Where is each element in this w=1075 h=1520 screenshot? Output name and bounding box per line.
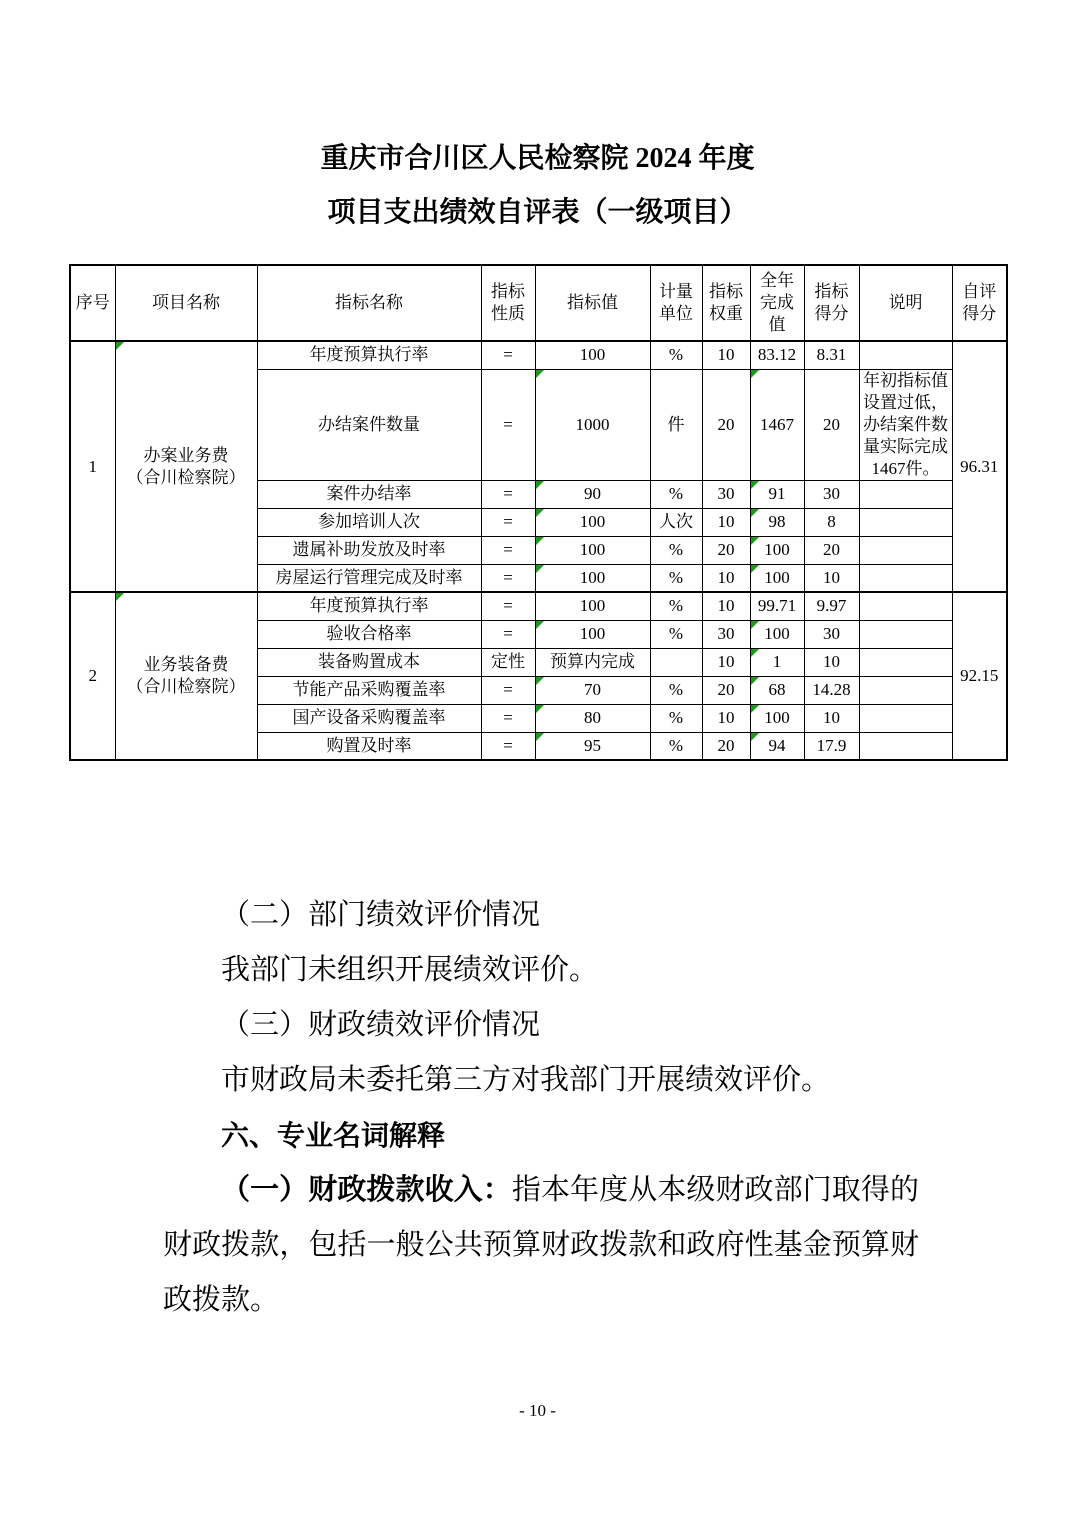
indicator-name-cell: 案件办结率 <box>257 480 481 508</box>
note-cell <box>859 676 952 704</box>
excel-marker-icon <box>536 509 544 517</box>
score-cell: 8.31 <box>804 341 859 369</box>
score-cell: 10 <box>804 564 859 592</box>
target-value-cell: 100 <box>535 536 650 564</box>
indicator-nature-cell: = <box>481 508 535 536</box>
score-cell: 14.28 <box>804 676 859 704</box>
note-cell: 年初指标值设置过低，办结案件数量实际完成1467件。 <box>859 369 952 480</box>
indicator-name-cell: 国产设备采购覆盖率 <box>257 704 481 732</box>
indicator-name-cell: 参加培训人次 <box>257 508 481 536</box>
project-name-cell: 办案业务费 （合川检察院） <box>115 341 257 592</box>
doc-title-line1: 重庆市合川区人民检察院 2024 年度 <box>320 143 755 174</box>
weight-cell: 10 <box>702 341 750 369</box>
target-value-cell: 100 <box>535 564 650 592</box>
weight-cell: 10 <box>702 648 750 676</box>
unit-cell: 件 <box>650 369 702 480</box>
target-value-cell: 70 <box>535 676 650 704</box>
score-cell: 8 <box>804 508 859 536</box>
table-body <box>70 341 1007 760</box>
column-header: 说明 <box>859 265 952 341</box>
weight-cell: 20 <box>702 536 750 564</box>
actual-value-cell: 83.12 <box>750 341 804 369</box>
unit-cell: % <box>650 676 702 704</box>
indicator-name-cell: 房屋运行管理完成及时率 <box>257 564 481 592</box>
weight-cell: 10 <box>702 592 750 620</box>
excel-marker-icon <box>751 705 759 713</box>
column-header: 全年完成值 <box>750 265 804 341</box>
actual-value-cell: 100 <box>750 564 804 592</box>
column-header: 项目名称 <box>115 265 257 341</box>
target-value-cell: 100 <box>535 620 650 648</box>
table-header-row <box>70 265 1007 341</box>
excel-marker-icon <box>536 733 544 741</box>
score-cell: 10 <box>804 648 859 676</box>
section-body: 市财政局未委托第三方对我部门开展绩效评价。 <box>221 1064 831 1096</box>
excel-marker-icon <box>751 509 759 517</box>
actual-value-cell: 1467 <box>750 369 804 480</box>
table-row <box>70 592 1007 620</box>
indicator-name-cell: 年度预算执行率 <box>257 592 481 620</box>
indicator-nature-cell: = <box>481 620 535 648</box>
column-header: 计量单位 <box>650 265 702 341</box>
target-value-cell: 100 <box>535 508 650 536</box>
indicator-name-cell: 装备购置成本 <box>257 648 481 676</box>
actual-value-cell: 100 <box>750 704 804 732</box>
indicator-nature-cell: = <box>481 369 535 480</box>
table-row <box>70 341 1007 369</box>
weight-cell: 10 <box>702 564 750 592</box>
indicator-name-cell: 节能产品采购覆盖率 <box>257 676 481 704</box>
actual-value-cell: 98 <box>750 508 804 536</box>
page-number: - 10 - <box>519 1401 556 1420</box>
excel-marker-icon <box>116 593 124 601</box>
target-value-cell: 预算内完成 <box>535 648 650 676</box>
weight-cell: 20 <box>702 732 750 760</box>
score-cell: 9.97 <box>804 592 859 620</box>
unit-cell: % <box>650 480 702 508</box>
target-value-cell: 100 <box>535 592 650 620</box>
unit-cell <box>650 648 702 676</box>
unit-cell: % <box>650 536 702 564</box>
indicator-nature-cell: = <box>481 676 535 704</box>
target-value-cell: 90 <box>535 480 650 508</box>
actual-value-cell: 100 <box>750 536 804 564</box>
section-body: 我部门未组织开展绩效评价。 <box>221 954 599 986</box>
column-header: 指标值 <box>535 265 650 341</box>
note-cell <box>859 732 952 760</box>
indicator-nature-cell: = <box>481 480 535 508</box>
indicator-nature-cell: = <box>481 536 535 564</box>
excel-marker-icon <box>536 621 544 629</box>
actual-value-cell: 94 <box>750 732 804 760</box>
actual-value-cell: 99.71 <box>750 592 804 620</box>
excel-marker-icon <box>536 537 544 545</box>
excel-marker-icon <box>536 370 544 378</box>
excel-marker-icon <box>751 565 759 573</box>
column-header: 指标权重 <box>702 265 750 341</box>
note-cell <box>859 341 952 369</box>
unit-cell: % <box>650 704 702 732</box>
section-sub-heading: （三）财政绩效评价情况 <box>221 1009 541 1041</box>
indicator-name-cell: 遗属补助发放及时率 <box>257 536 481 564</box>
score-cell: 20 <box>804 536 859 564</box>
weight-cell: 10 <box>702 508 750 536</box>
unit-cell: % <box>650 732 702 760</box>
doc-title-line2: 项目支出绩效自评表（一级项目） <box>327 197 748 228</box>
unit-cell: % <box>650 564 702 592</box>
section-main-heading: 六、专业名词解释 <box>221 1120 446 1151</box>
excel-marker-icon <box>751 537 759 545</box>
excel-marker-icon <box>751 621 759 629</box>
section-sub-heading: （二）部门绩效评价情况 <box>221 899 541 931</box>
note-cell <box>859 508 952 536</box>
indicator-nature-cell: = <box>481 704 535 732</box>
excel-marker-icon <box>751 649 759 657</box>
text-sections <box>163 888 919 1328</box>
weight-cell: 30 <box>702 480 750 508</box>
weight-cell: 20 <box>702 369 750 480</box>
excel-marker-icon <box>751 481 759 489</box>
unit-cell: % <box>650 341 702 369</box>
indicator-nature-cell: = <box>481 592 535 620</box>
actual-value-cell: 100 <box>750 620 804 648</box>
note-cell <box>859 648 952 676</box>
target-value-cell: 80 <box>535 704 650 732</box>
self-score-cell: 96.31 <box>952 341 1007 592</box>
note-cell <box>859 620 952 648</box>
indicator-name-cell: 办结案件数量 <box>257 369 481 480</box>
indicator-name-cell: 购置及时率 <box>257 732 481 760</box>
seq-cell: 1 <box>70 341 115 592</box>
indicator-name-cell: 验收合格率 <box>257 620 481 648</box>
project-name-cell: 业务装备费 （合川检察院） <box>115 592 257 760</box>
indicator-name-cell: 年度预算执行率 <box>257 341 481 369</box>
indicator-nature-cell: 定性 <box>481 648 535 676</box>
seq-cell: 2 <box>70 592 115 760</box>
target-value-cell: 95 <box>535 732 650 760</box>
score-cell: 30 <box>804 620 859 648</box>
excel-marker-icon <box>116 342 124 350</box>
column-header: 序号 <box>70 265 115 341</box>
indicator-nature-cell: = <box>481 732 535 760</box>
score-cell: 17.9 <box>804 732 859 760</box>
actual-value-cell: 1 <box>750 648 804 676</box>
actual-value-cell: 91 <box>750 480 804 508</box>
note-cell <box>859 592 952 620</box>
excel-marker-icon <box>751 370 759 378</box>
unit-cell: 人次 <box>650 508 702 536</box>
self-score-cell: 92.15 <box>952 592 1007 760</box>
weight-cell: 20 <box>702 676 750 704</box>
weight-cell: 10 <box>702 704 750 732</box>
excel-marker-icon <box>536 565 544 573</box>
note-cell <box>859 536 952 564</box>
column-header: 自评得分 <box>952 265 1007 341</box>
excel-marker-icon <box>536 481 544 489</box>
excel-marker-icon <box>751 733 759 741</box>
column-header: 指标性质 <box>481 265 535 341</box>
target-value-cell: 100 <box>535 341 650 369</box>
score-cell: 20 <box>804 369 859 480</box>
excel-marker-icon <box>536 677 544 685</box>
score-cell: 10 <box>804 704 859 732</box>
indicator-nature-cell: = <box>481 341 535 369</box>
excel-marker-icon <box>751 677 759 685</box>
score-cell: 30 <box>804 480 859 508</box>
column-header: 指标得分 <box>804 265 859 341</box>
performance-table <box>69 264 1008 761</box>
note-cell <box>859 564 952 592</box>
actual-value-cell: 68 <box>750 676 804 704</box>
indicator-nature-cell: = <box>481 564 535 592</box>
paragraph-lead: （一）财政拨款收入： <box>221 1174 512 1206</box>
unit-cell: % <box>650 620 702 648</box>
weight-cell: 30 <box>702 620 750 648</box>
section-paragraph: （一）财政拨款收入：指本年度从本级财政部门取得的财政拨款，包括一般公共预算财政拨款和政府性基金预算财政拨款。 <box>163 1174 919 1316</box>
target-value-cell: 1000 <box>535 369 650 480</box>
unit-cell: % <box>650 592 702 620</box>
excel-marker-icon <box>536 705 544 713</box>
column-header: 指标名称 <box>257 265 481 341</box>
note-cell <box>859 704 952 732</box>
note-cell <box>859 480 952 508</box>
